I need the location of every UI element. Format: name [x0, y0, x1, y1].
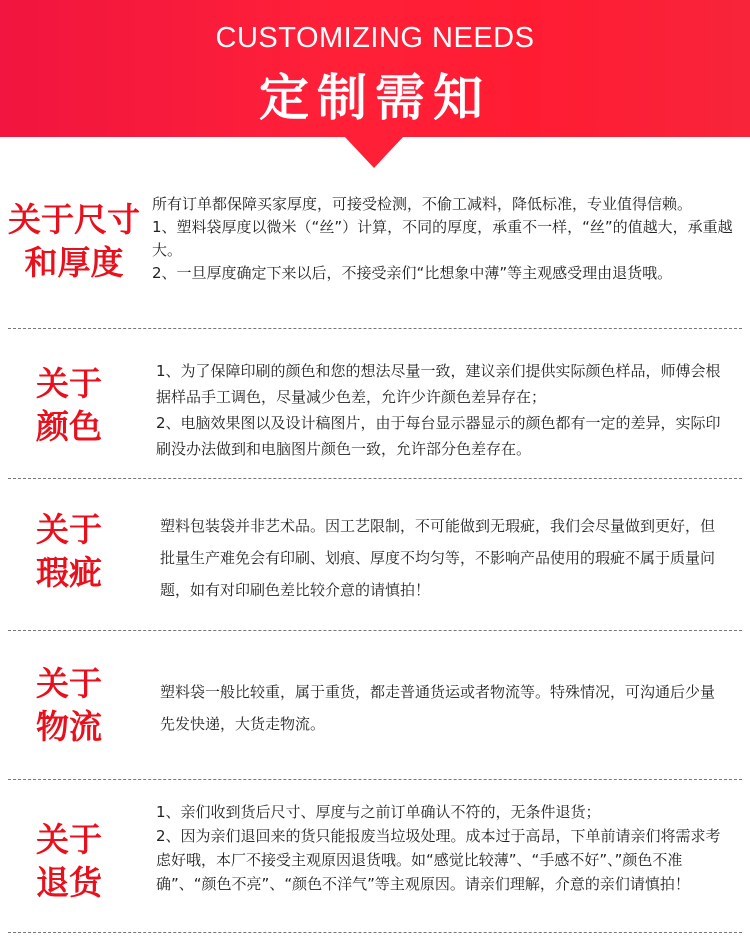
section-title-line: 退货 — [36, 863, 102, 902]
section-title-color — [10, 362, 128, 448]
paragraph: 塑料袋一般比较重，属于重货，都走普通货运或者物流等。特殊情况，可沟通后少量先发快递，大货走物流。 — [160, 683, 716, 733]
paragraph: 1、亲们收到货后尺寸、厚度与之前订单确认不符的，无条件退货； — [156, 803, 601, 821]
section-title-line: 关于 — [36, 820, 102, 859]
english-title: CUSTOMIZING NEEDS — [215, 22, 535, 54]
section-title-line: 关于 — [36, 510, 102, 549]
section-body-returns — [156, 800, 734, 896]
section-body-defects — [160, 510, 728, 606]
paragraph: 2、电脑效果图以及设计稿图片，由于每台显示器显示的颜色都有一定的差异，实际印刷没办法做到和电脑图片颜色一致，允许部分色差存在。 — [156, 414, 721, 458]
section-title-defects — [10, 508, 128, 594]
section-title-line: 关于 — [36, 364, 102, 403]
paragraph: 所有订单都保障买家厚度，可接受检测，不偷工减料，降低标准，专业值得信赖。 — [152, 195, 693, 213]
section-title-line: 瑕疵 — [36, 553, 102, 592]
section-body-logistics — [160, 676, 728, 740]
paragraph: 2、一旦厚度确定下来以后，不接受亲们“比想象中薄”等主观感受理由退货哦。 — [152, 264, 673, 282]
section-body-color — [156, 358, 730, 462]
section-title-line: 关于 — [36, 664, 102, 703]
banner-pointer-arrow — [344, 136, 404, 168]
section-title-size-thickness — [4, 198, 144, 284]
section-divider — [8, 630, 742, 631]
section-body-size-thickness — [152, 193, 740, 285]
paragraph: 塑料包装袋并非艺术品。因工艺限制，不可能做到无瑕疵，我们会尽量做到更好，但批量生产难免会有印刷、划痕、厚度不均匀等，不影响产品使用的瑕疵不属于质量问题，如有对印刷色差比较介意的请慎拍！ — [160, 517, 716, 599]
paragraph: 1、塑料袋厚度以微米（“丝”）计算，不同的厚度，承重不一样，“丝”的值越大，承重越大。 — [152, 218, 733, 259]
paragraph: 1、为了保障印刷的颜色和您的想法尽量一致，建议亲们提供实际颜色样品，师傅会根据样品手工调色，尽量减少色差，允许少许颜色差异存在； — [156, 362, 721, 406]
header-banner — [0, 0, 750, 137]
section-title-logistics — [10, 662, 128, 748]
chinese-title: 定制需知 — [259, 69, 491, 127]
section-title-line: 关于尺寸 — [8, 200, 140, 239]
section-divider — [8, 779, 742, 780]
section-divider — [8, 932, 742, 933]
section-divider — [8, 478, 742, 479]
section-title-line: 颜色 — [36, 407, 102, 446]
section-divider — [8, 328, 742, 329]
section-title-returns — [10, 818, 128, 904]
section-title-line: 物流 — [36, 707, 102, 746]
paragraph: 2、因为亲们退回来的货只能报废当垃圾处理。成本过于高昂，下单前请亲们将需求考虑好哦，本厂不接受主观原因退货哦。如“感觉比较薄”、“手感不好”、”颜色不准确”、“颜色不亮”、“颜色不洋气”等主观原因。请亲们理解，介意的亲们请慎拍！ — [156, 827, 721, 893]
section-title-line: 和厚度 — [24, 243, 124, 282]
